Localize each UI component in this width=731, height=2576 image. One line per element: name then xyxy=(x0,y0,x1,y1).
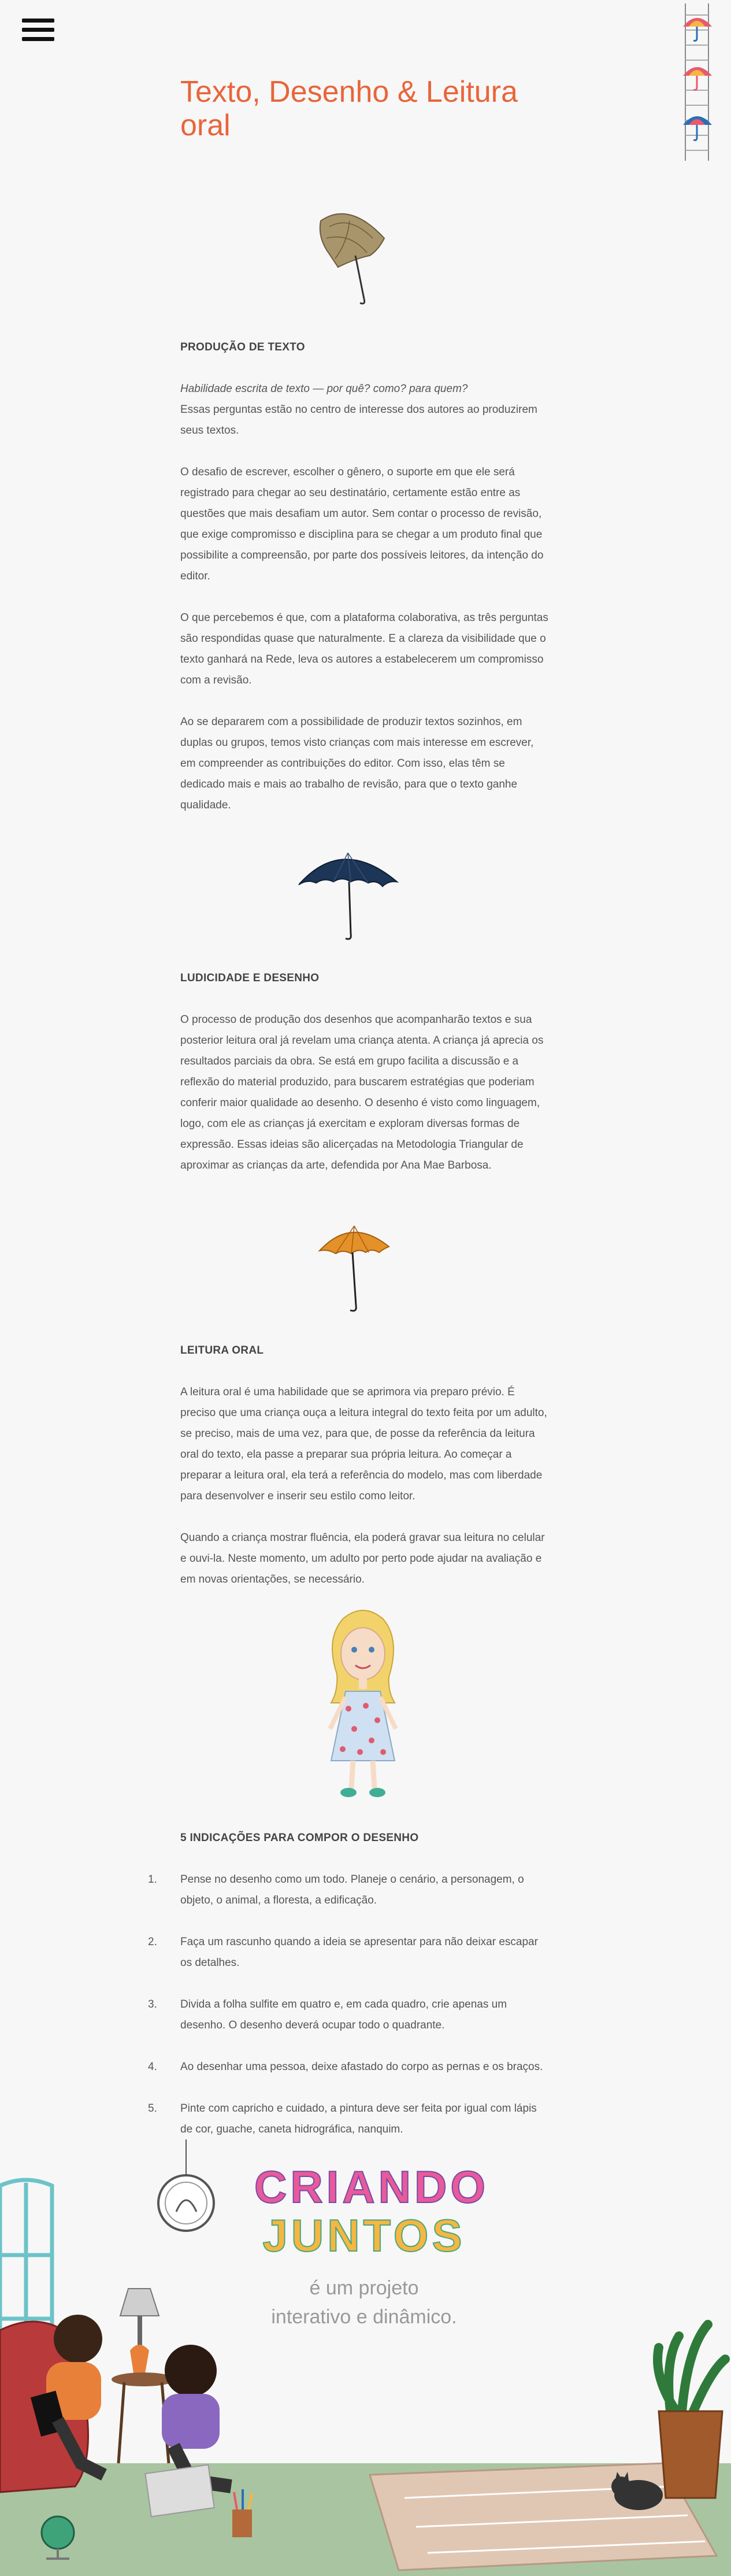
intro-question: Habilidade escrita de texto — por quê? como? para quem? xyxy=(180,383,468,395)
hamburger-menu-button[interactable] xyxy=(22,19,54,45)
list-item xyxy=(148,2098,550,2140)
beige-umbrella-illustration xyxy=(315,204,390,308)
menu-bar xyxy=(22,28,54,32)
section-5-indicacoes xyxy=(148,1828,550,2161)
drawing-child xyxy=(145,2345,231,2516)
list-number: 3. xyxy=(148,1998,157,2010)
criando-juntos-logo[interactable] xyxy=(254,2161,489,2261)
paragraph: A leitura oral é uma habilidade que se aprimora via preparo prévio. É preciso que uma criança ouça a leitura integral do texto feita por um adulto, se preciso, mais de uma vez, para que, de posse da referência da leitura oral do texto, ela passe a preparar sua própria leitura. Ao começar a preparar a leitura oral, ela terá a referência do modelo, mas com liberdade para desenvolver e inserir seu estilo como leitor. xyxy=(180,1386,547,1502)
girl-drawing-illustration xyxy=(320,1605,406,1801)
paragraph: Ao se depararem com a possibilidade de produzir textos sozinhos, em duplas ou grupos, temos visto crianças com mais interesse em escrever, em compreender as contribuições do editor. Com isso, elas têm se dedicado mais e mais ao trabalho de revisão, para que o texto ganhe qualidade. xyxy=(180,716,534,811)
logo-line1: CRIANDO xyxy=(254,2161,489,2212)
potted-plant xyxy=(658,2324,725,2498)
paragraph: O desafio de escrever, escolher o gênero, o suporte em que ele será registrado para chegar ao seu destinatário, certamente estão entre as questões que mais desafiam um autor. Sem contar o processo de revisão, que exige compromisso e disciplina para se chegar a um produto final que possibilite a compreensão, por parte dos possíveis leitores, da intenção do editor. xyxy=(180,466,544,582)
list-number: 5. xyxy=(148,2102,157,2115)
list-text: Divida a folha sulfite em quatro e, em cada quadro, crie apenas um desenho. O desenho deverá ocupar todo o quadrante. xyxy=(180,1998,507,2031)
list-text: Pense no desenho como um todo. Planeje o cenário, a personagem, o objeto, o animal, a floresta, a edificação. xyxy=(180,1873,524,1906)
tips-list xyxy=(148,1869,550,2140)
list-number: 1. xyxy=(148,1873,157,1886)
umbrella-icon xyxy=(683,67,712,90)
list-number: 4. xyxy=(148,2061,157,2073)
menu-bar xyxy=(22,37,54,41)
page-title: Texto, Desenho & Leitura oral xyxy=(180,75,518,142)
section-producao-texto xyxy=(180,337,550,837)
paragraph: O que percebemos é que, com a plataforma colaborativa, as três perguntas são respondidas quase que naturalmente. E a clareza da visibilidade que o texto ganhará na Rede, leva os autores a estabelecerem um compromisso com a revisão. xyxy=(180,612,548,686)
list-item xyxy=(148,2057,550,2078)
section-heading: LEITURA ORAL xyxy=(180,1344,264,1357)
intro-text: Essas perguntas estão no centro de interesse dos autores ao produzirem seus textos. xyxy=(180,404,537,437)
section-heading: PRODUÇÃO DE TEXTO xyxy=(180,341,305,353)
list-item xyxy=(148,1994,550,2036)
tagline-line2: interativo e dinâmico. xyxy=(271,2306,457,2328)
orange-umbrella-illustration xyxy=(317,1219,392,1314)
list-text: Pinte com capricho e cuidado, a pintura deve ser feita por igual com lápis de cor, guache, caneta hidrográfica, nanquim. xyxy=(180,2102,537,2135)
tagline-line1: é um projeto xyxy=(309,2277,419,2299)
list-item xyxy=(148,1869,550,1911)
section-heading: 5 INDICAÇÕES PARA COMPOR O DESENHO xyxy=(180,1832,419,1844)
paragraph: O processo de produção dos desenhos que acompanharão textos e sua posterior leitura oral já revelam uma criança atenta. A criança já aprecia os resultados parciais da obra. Se está em grupo facilita a discussão e a reflexão do material produzido, para buscarem estratégias que poderiam conferir maior qualidade ao desenho. O desenho é visto como linguagem, logo, com ele as crianças já exercitam e exploram diversas formas de expressão. Essas ideias são alicerçadas na Metodologia Triangular de aproximar as crianças da arte, defendida por Ana Mae Barbosa. xyxy=(180,1014,544,1171)
umbrella-icon xyxy=(683,18,712,41)
section-ludicidade-desenho xyxy=(180,968,550,1197)
list-text: Faça um rascunho quando a ideia se apresentar para não deixar escapar os detalhes. xyxy=(180,1936,538,1969)
logo-line2: JUNTOS xyxy=(262,2210,466,2261)
lamp xyxy=(120,2289,159,2377)
list-number: 2. xyxy=(148,1936,157,1948)
ladder-umbrellas-illustration[interactable] xyxy=(677,3,714,161)
section-heading: LUDICIDADE E DESENHO xyxy=(180,972,320,984)
menu-bar xyxy=(22,19,54,23)
list-text: Ao desenhar uma pessoa, deixe afastado do corpo as pernas e os braços. xyxy=(180,2061,543,2073)
footer-tagline xyxy=(220,2274,509,2331)
paragraph: Quando a criança mostrar fluência, ela poderá gravar sua leitura no celular e ouvi-la. Neste momento, um adulto por perto pode ajudar na avaliação e em novas orientações, se necessário. xyxy=(180,1532,545,1585)
list-item xyxy=(148,1932,550,1973)
framed-picture xyxy=(158,2139,214,2231)
section-leitura-oral xyxy=(180,1340,550,1611)
blue-umbrella-illustration xyxy=(296,841,400,945)
